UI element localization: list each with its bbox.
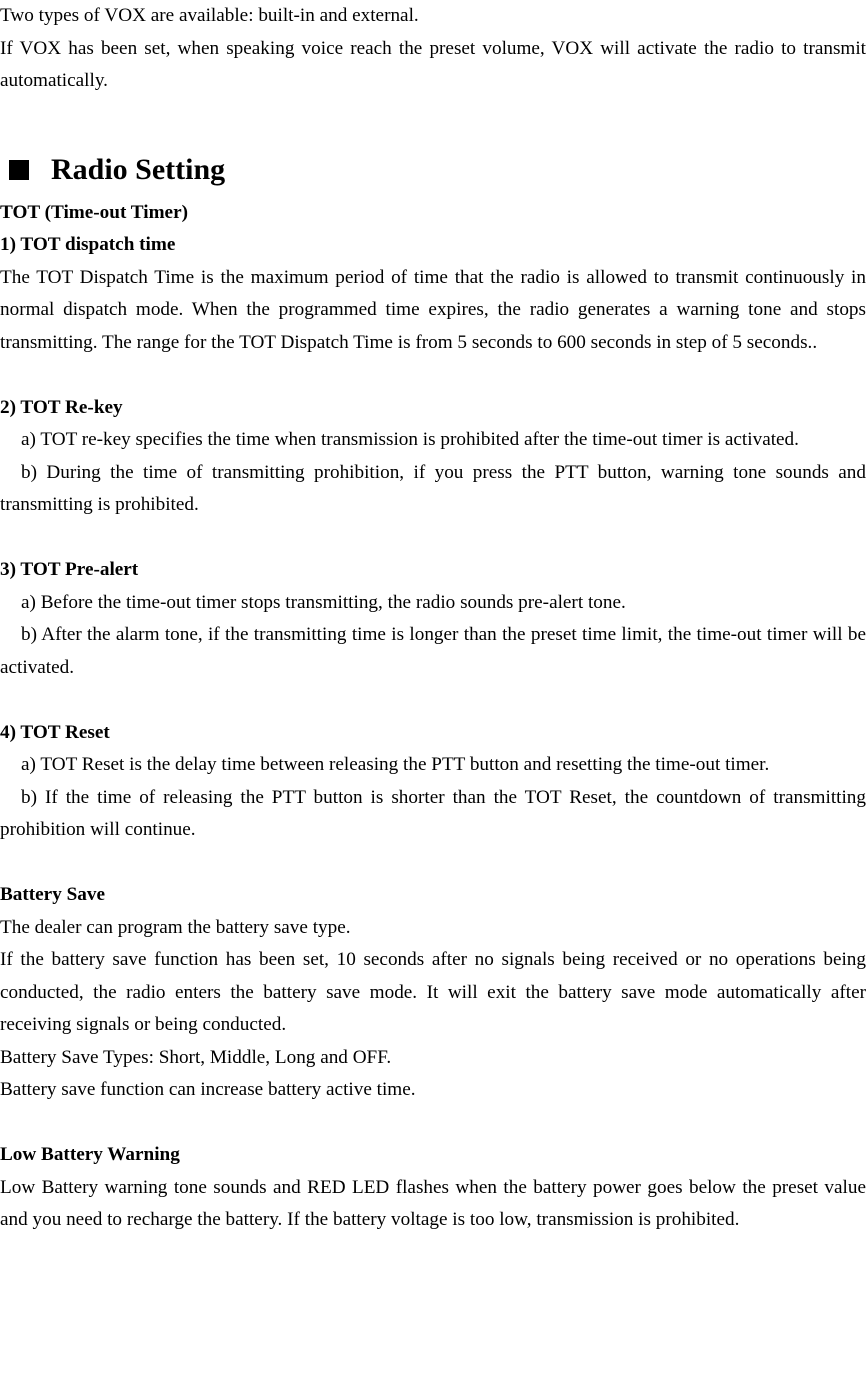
tot-reset-heading: 4) TOT Reset [0,721,110,743]
battery-save-types: Battery Save Types: Short, Middle, Long and OFF. [0,1046,392,1068]
low-battery-body: Low Battery warning tone sounds and RED LED flashes when the battery power goes below the preset value and you need to recharge the battery. If the battery voltage is too low, transmission is prohibited. [0,1176,866,1230]
tot-prealert-heading: 3) TOT Pre-alert [0,559,139,580]
tot-heading: TOT (Time-out Timer) [0,201,188,223]
tot-prealert-item-a: a) Before the time-out timer stops transmitting, the radio sounds pre-alert tone. [21,591,626,613]
tot-reset-item-a: a) TOT Reset is the delay time between releasing the PTT button and resetting the time-out timer. [21,754,770,775]
tot-rekey-item-b: b) During the time of transmitting prohibition, if you press the PTT button, warning tone sounds and transmitting is prohibited. [0,461,866,515]
low-battery-heading: Low Battery Warning [0,1144,180,1165]
battery-save-heading: Battery Save [0,884,105,905]
tot-prealert-item-b: b) After the alarm tone, if the transmitting time is longer than the preset time limit, the time-out timer will be activated. [0,624,866,678]
vox-types-text: Two types of VOX are available: built-in and external. [0,5,419,26]
battery-save-description: If the battery save function has been set, 10 seconds after no signals being received or no operations being conducted, the radio enters the battery save mode. It will exit the battery save mode automatically after receiving signals or being conducted. [0,949,866,1035]
section-title: Radio Setting [51,152,226,186]
battery-save-benefit: Battery save function can increase battery active time. [0,1079,416,1100]
tot-dispatch-heading: 1) TOT dispatch time [0,234,176,255]
section-heading [0,150,866,190]
tot-rekey-item-a: a) TOT re-key specifies the time when transmission is prohibited after the time-out timer is activated. [21,429,799,450]
square-bullet-icon [9,160,29,180]
tot-rekey-heading: 2) TOT Re-key [0,396,123,418]
tot-reset-item-b: b) If the time of releasing the PTT button is shorter than the TOT Reset, the countdown of transmitting prohibition will continue. [0,786,866,840]
tot-dispatch-body: The TOT Dispatch Time is the maximum period of time that the radio is allowed to transmit continuously in normal dispatch mode. When the programmed time expires, the radio generates a warning tone and stops transmitting. The range for the TOT Dispatch Time is from 5 seconds to 600 seconds in step of 5 seconds.. [0,266,866,353]
battery-save-dealer-text: The dealer can program the battery save type. [0,916,351,938]
vox-description-text: If VOX has been set, when speaking voice reach the preset volume, VOX will activate the radio to transmit automatically. [0,37,866,91]
